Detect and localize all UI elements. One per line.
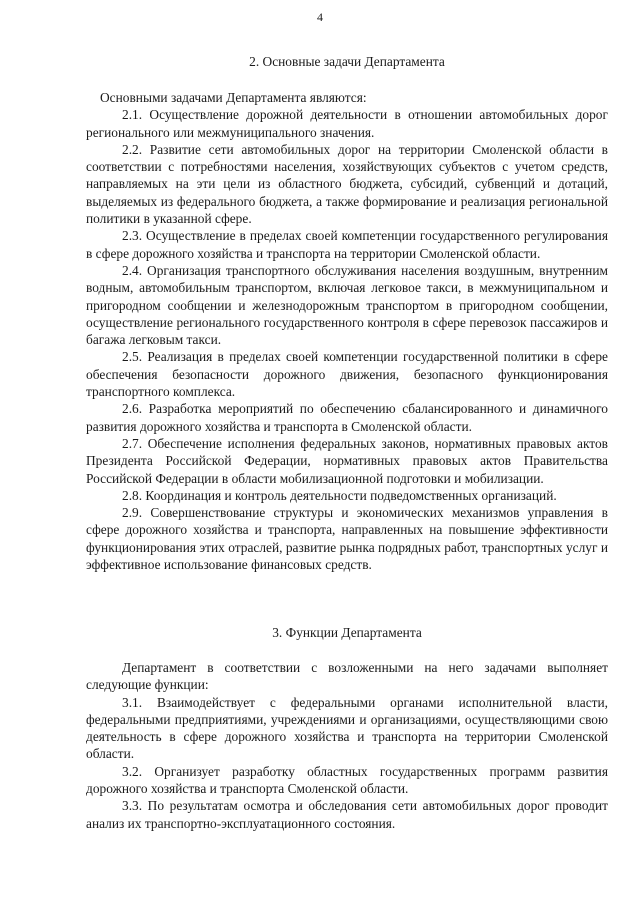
- section-3-body: [86, 659, 608, 832]
- paragraph-2-3: 2.3. Осуществление в пределах своей компетенции государственного регулирования в сфере дорожного хозяйства и транспорта на территории Смоленской области.: [86, 228, 608, 261]
- section-2-body: [86, 89, 608, 573]
- paragraph-3-3: 3.3. По результатам осмотра и обследования сети автомобильных дорог проводит анализ их транспортно-эксплуатационного состояния.: [86, 798, 608, 831]
- paragraph-3-1: 3.1. Взаимодействует с федеральными органами исполнительной власти, федеральными предприятиями, учреждениями и организациями, осуществляющими свою деятельность в сфере дорожного хозяйства и транспорта на территории Смоленской области.: [86, 694, 608, 762]
- paragraph-2-8: 2.8. Координация и контроль деятельности подведомственных организаций.: [122, 487, 557, 503]
- paragraph-2-7: 2.7. Обеспечение исполнения федеральных законов, нормативных правовых актов Президента Российской Федерации, нормативных правовых актов Правительства Российской Федерации в области мобилизационной подготовки и мобилизации.: [86, 435, 608, 486]
- section-3-heading: 3. Функции Департамента: [272, 625, 422, 640]
- section-2-intro: Основными задачами Департамента являются:: [100, 90, 367, 105]
- section-3-intro: Департамент в соответствии с возложенными на него задачами выполняет следующие функции:: [86, 660, 608, 693]
- section-2-heading: 2. Основные задачи Департамента: [249, 54, 445, 69]
- paragraph-3-2: 3.2. Организует разработку областных государственных программ развития дорожного хозяйства и транспорта Смоленской области.: [86, 763, 608, 797]
- page-number: 4: [317, 10, 323, 24]
- paragraph-2-5: 2.5. Реализация в пределах своей компетенции государственной политики в сфере обеспечения безопасности дорожного движения, безопасного функционирования транспортного комплекса.: [86, 349, 608, 400]
- paragraph-2-2: 2.2. Развитие сети автомобильных дорог на территории Смоленской области в соответствии с потребностями населения, хозяйствующих субъектов с учетом средств, направляемых на эти цели из областного бюджета, субсидий, субвенций и дотаций, выделяемых из федерального бюджета, а также формирование и реализация региональной политики в указанной сфере.: [86, 141, 608, 227]
- paragraph-2-4: 2.4. Организация транспортного обслуживания населения воздушным, внутренним водным, автомобильным транспортом, включая легковое такси, в межмуниципальном и пригородном сообщении и железнодорожным транспортом в пригородном сообщении, осуществление регионального государственного контроля в сфере перевозок пассажиров и багажа легковым такси.: [86, 262, 608, 348]
- paragraph-2-9: 2.9. Совершенствование структуры и экономических механизмов управления в сфере дорожного хозяйства и транспорта, направленных на повышение эффективности функционирования этих отраслей, развитие рынка подрядных работ, транспортных услуг и эффективное использование финансовых средств.: [86, 505, 608, 573]
- paragraph-2-1: 2.1. Осуществление дорожной деятельности в отношении автомобильных дорог регионального или межмуниципального значения.: [86, 107, 608, 140]
- paragraph-2-6: 2.6. Разработка мероприятий по обеспечению сбалансированного и динамичного развития дорожного хозяйства и транспорта в Смоленской области.: [86, 401, 608, 434]
